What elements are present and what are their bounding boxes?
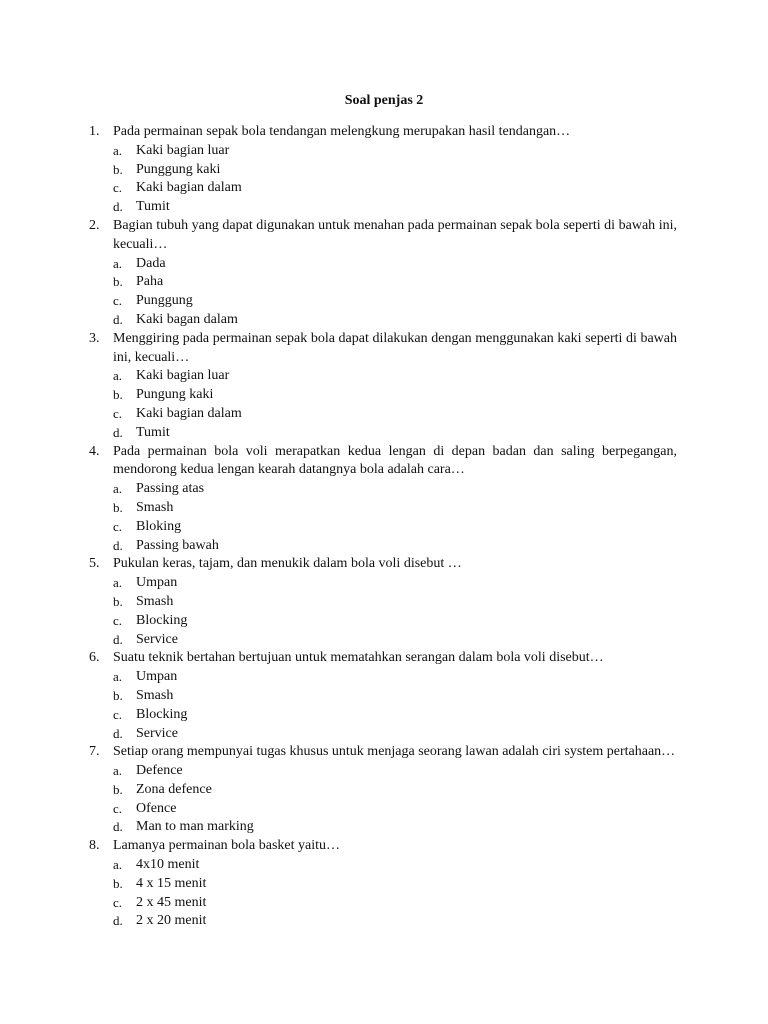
option-item (113, 386, 677, 405)
question-number: 1. (89, 124, 100, 139)
option-letter: b. (113, 593, 123, 609)
option-list (113, 367, 677, 442)
option-text: Kaki bagian dalam (136, 180, 242, 196)
option-text: Man to man marking (136, 819, 254, 835)
question-text: Pada permainan bola voli merapatkan kedua lengan di depan badan dan saling berpegangan, mendorong kedua lengan kearah datangnya bola adalah cara… (113, 443, 677, 478)
option-item (113, 292, 677, 311)
question-number: 7. (89, 744, 100, 760)
question-text: Bagian tubuh yang dapat digunakan untuk menahan pada permainan sepak bola seperti di bawah ini, kecuali… (113, 217, 677, 252)
option-text: Tumit (136, 199, 170, 215)
option-item (113, 781, 677, 800)
option-text: Blocking (136, 706, 188, 722)
option-text: Punggung (136, 293, 193, 309)
option-letter: b. (113, 161, 123, 177)
option-text: Kaki bagian luar (136, 368, 230, 384)
option-item (113, 875, 677, 894)
question-item (89, 649, 677, 743)
option-letter: c. (113, 180, 123, 196)
option-letter: c. (113, 612, 123, 628)
option-list (113, 574, 677, 649)
question-text: Pada permainan sepak bola tendangan melengkung merupakan hasil tendangan… (113, 124, 571, 139)
option-letter: a. (113, 857, 123, 873)
option-text: Passing bawah (136, 537, 219, 553)
option-text: Smash (136, 593, 174, 609)
option-text: Bloking (136, 518, 182, 534)
option-text: 2 x 45 menit (136, 894, 207, 910)
question-text: Menggiring pada permainan sepak bola dapat dilakukan dengan menggunakan kaki seperti di bawah ini, kecuali… (113, 330, 677, 365)
option-letter: a. (113, 481, 123, 497)
question-item (89, 443, 677, 556)
option-text: 2 x 20 menit (136, 913, 207, 929)
option-item (113, 762, 677, 781)
option-letter: a. (113, 763, 123, 779)
option-text: Zona defence (136, 781, 212, 797)
option-item (113, 574, 677, 593)
question-number: 4. (89, 443, 100, 459)
option-item (113, 311, 677, 330)
option-list (113, 762, 677, 837)
option-letter: a. (113, 142, 123, 158)
option-text: 4 x 15 menit (136, 875, 207, 891)
option-text: Ofence (136, 800, 177, 816)
option-text: Punggung kaki (136, 161, 221, 177)
option-item (113, 818, 677, 837)
option-text: Dada (136, 255, 166, 271)
page-title: Soal penjas 2 (344, 93, 424, 108)
option-text: Umpan (136, 669, 178, 685)
option-letter: c. (113, 800, 123, 816)
option-letter: d. (113, 819, 123, 835)
option-item (113, 631, 677, 650)
option-item (113, 499, 677, 518)
option-letter: d. (113, 631, 123, 647)
question-number: 6. (89, 650, 100, 666)
option-letter: d. (113, 725, 123, 741)
option-item (113, 706, 677, 725)
question-item (89, 555, 677, 649)
option-item (113, 800, 677, 819)
option-item (113, 255, 677, 274)
question-text: Suatu teknik bertahan bertujuan untuk mematahkan serangan dalam bola voli disebut… (113, 650, 604, 666)
option-letter: c. (113, 405, 123, 421)
option-letter: b. (113, 387, 123, 403)
option-text: Kaki bagan dalam (136, 311, 238, 327)
question-list (89, 123, 677, 931)
option-list (113, 142, 677, 217)
option-text: Passing atas (136, 481, 205, 497)
option-text: 4x10 menit (136, 857, 200, 873)
option-item (113, 687, 677, 706)
option-list (113, 668, 677, 743)
option-list (113, 255, 677, 330)
option-item (113, 518, 677, 537)
option-text: Smash (136, 687, 174, 703)
option-letter: d. (113, 913, 123, 929)
option-text: Paha (136, 274, 164, 290)
question-text: Pukulan keras, tajam, dan menukik dalam bola voli disebut … (113, 556, 462, 572)
option-letter: b. (113, 274, 123, 290)
option-item (113, 179, 677, 198)
option-letter: c. (113, 894, 123, 910)
option-text: Service (136, 631, 178, 647)
question-number: 3. (89, 330, 100, 346)
option-item (113, 593, 677, 612)
question-item (89, 837, 677, 931)
option-letter: b. (113, 687, 123, 703)
option-letter: a. (113, 255, 123, 271)
option-text: Smash (136, 499, 174, 515)
option-item (113, 367, 677, 386)
option-letter: b. (113, 499, 123, 515)
option-letter: d. (113, 537, 123, 553)
option-list (113, 856, 677, 931)
question-text: Setiap orang mempunyai tugas khusus untuk menjaga seorang lawan adalah ciri system pertahaan… (113, 744, 676, 760)
option-letter: a. (113, 575, 123, 591)
option-letter: c. (113, 293, 123, 309)
option-letter: a. (113, 669, 123, 685)
question-number: 2. (89, 217, 100, 233)
option-item (113, 856, 677, 875)
option-item (113, 161, 677, 180)
option-item (113, 273, 677, 292)
option-letter: b. (113, 875, 123, 891)
option-letter: b. (113, 781, 123, 797)
option-letter: d. (113, 311, 123, 327)
question-item (89, 217, 677, 330)
option-list (113, 480, 677, 555)
question-item (89, 743, 677, 837)
option-item (113, 668, 677, 687)
option-text: Defence (136, 763, 183, 779)
option-letter: c. (113, 518, 123, 534)
question-item (89, 123, 677, 217)
option-letter: d. (113, 424, 123, 440)
question-number: 5. (89, 556, 100, 572)
option-item (113, 198, 677, 217)
option-item (113, 480, 677, 499)
option-text: Kaki bagian luar (136, 142, 230, 158)
option-letter: a. (113, 368, 123, 384)
option-item (113, 894, 677, 913)
question-item (89, 330, 677, 443)
option-text: Service (136, 725, 178, 741)
option-item (113, 912, 677, 931)
option-letter: d. (113, 199, 123, 215)
option-text: Blocking (136, 612, 188, 628)
option-text: Tumit (136, 424, 170, 440)
option-item (113, 725, 677, 744)
option-text: Pungung kaki (136, 387, 214, 403)
option-item (113, 405, 677, 424)
option-item (113, 142, 677, 161)
option-item (113, 537, 677, 556)
option-item (113, 424, 677, 443)
option-text: Kaki bagian dalam (136, 405, 242, 421)
question-text: Lamanya permainan bola basket yaitu… (113, 838, 341, 854)
option-item (113, 612, 677, 631)
option-letter: c. (113, 706, 123, 722)
question-number: 8. (89, 838, 100, 854)
option-text: Umpan (136, 575, 178, 591)
